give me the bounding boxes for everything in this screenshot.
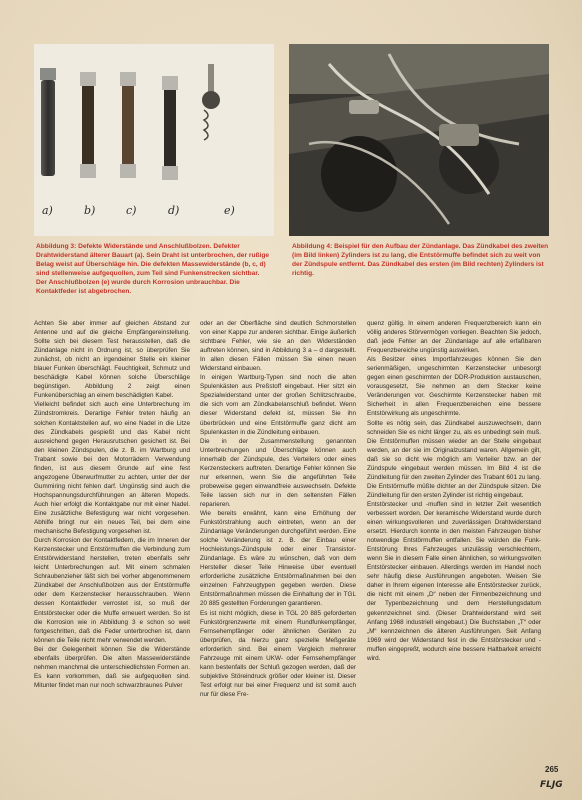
figure3-caption: Abbildung 3: Defekte Widerstände und Anschlußbolzen. Defekter Drahtwiderstand älterer Bauart (a). Sein Draht ist unterbrochen, der rußige Belag weist auf Überschläge hin. Die defekten Massewiderstände (b, c, d) sind stellenweise aufgequollen, zum Teil sind Funkenstrecken sichtbar. Der Anschlußbolzen (e) wurde durch Korrosion unbrauchbar. Die Kontaktfeder ist abgebrochen. [36,243,270,296]
paragraph: Es ist nicht möglich, diese in TGL 20 885 geforderten Funkstörgrenzwerte mit einem Rundfunkempfänger, Fernsehempfänger oder ähnlichen Geräten zu überprüfen, da hierzu ganz spezielle Meßgeräte erforderlich sind. Bei einem Vergleich mehrerer Fahrzeuge mit einem UKW- oder Fernsehempfänger kann bestenfalls der Schluß gezogen werden, daß der subjektive Störeindruck größer oder kleiner ist. Dieser Test erfolgt nur bei einer Frequenz und ist somit auch nur für diese Fre- [200,609,356,698]
text-column-1 [34,319,190,690]
paragraph: Als Besitzer eines Importfahrzeuges können Sie den serienmäßigen, ungeschirmten Kerzenstecker unbesorgt gegen einen geschirmten der DDR-Produktion austauschen, vorausgesetzt, Sie nehmen an dem Stecker keine Veränderungen vor. Geschirmte Kerzenstecker haben mit Sicherheit in allen Frequenzbereichen eine bessere Entstörwirkung als ungeschirmte. [367,356,541,418]
label-b: b) [84,204,96,217]
watermark: FLJG [540,780,563,790]
ignition-illustration [289,44,549,236]
paragraph: Sollte es nötig sein, das Zündkabel auszuwechseln, dann schneiden Sie es nicht länger zu, als es unbedingt sein muß. Die Entstörmuffen müssen wieder an der Stelle eingebaut werden, an der sie im Originalzustand waren. Allgemein gilt, daß sie so dicht wie möglich am Verteiler bzw. an der Zündspule eingebaut werden müssen. Im Bild 4 ist die Zündleitung für den zweiten Zylinder des Trabant 601 zu lang. Die Entstörmuffe müßte dichter an der Zündspule sitzen. Die Zündleitung für den ersten Zylinder ist richtig eingebaut. [367,419,541,499]
paragraph: Durch Korrosion der Kontaktfedern, die im Inneren der Kerzenstecker und Entstörmuffen die Verbindung zum Entstörwiderstand herstellen, treten ebenfalls sehr leicht Unterbrechungen auf. Mit einem schmalen Schraubenzieher läßt sich bei vorher abgenommenem Zündkabel der Anschlußbolzen aus der Entstörmuffe oder dem Kerzenstecker herausschrauben. Wenn dessen Kontaktfeder verrostet ist, so muß der Entstörstecker oder die Muffe erneuert werden. So ist die Korrosion wie in Abbildung 3 e schon so weit fortgeschritten, daß die Feder unterbrochen ist, dann können die Teile nicht mehr verwendet werden. [34,537,190,644]
resistor-b [80,72,96,178]
label-c: c) [126,204,137,217]
resistor-c [120,72,136,178]
figure3-photo [34,44,274,236]
paragraph: oder an der Oberfläche sind deutlich Schmorstellen von einer Kappe zur anderen sichtbar. Einige äußerlich sichtbare Fehler, wie sie an den Widerständen auftreten können, sind in Abbildung 3 a – d dargestellt. In allen diesen Fällen müssen Sie einen neuen Widerstand einbauen. [200,320,356,373]
resistor-a [40,68,56,176]
figure4-caption: Abbildung 4: Beispiel für den Aufbau der Zündanlage. Das Zündkabel des zweiten (im Bild linken) Zylinders ist zu lang, die Entstörmuffe befindet sich zu weit von der Zündspule entfernt. Das Zündkabel des ersten (im Bild rechten) Zylinders ist richtig. [292,243,549,278]
paragraph: Vielleicht befindet sich auch eine Unterbrechung im Zündstromkreis. Derartige Fehler treten häufig an solchen Kontaktstellen auf, wo eine Nadel in die Litze des Zündkabels gespießt und das Kabel nicht ausreichend gegen Herausrutschen gesichert ist. Bei den kleinen Zündspulen, die z. B. im Wartburg und Trabant sowie bei den Motorrädern Verwendung finden, ist aus diesem Grunde auf eine fest angezogene Überwurfmutter zu achten, unter der der Gummiring nicht fehlen darf. Ungünstig sind auch die Hochspannungsdurchführungen an älteren Mopeds. Auch hier erfolgt die Kontaktgabe nur mit einer Nadel. Eine zusätzliche Befestigung war nicht vorgesehen. Abhilfe bringt nur ein neues Teil, bei dem eine mechanische Befestigung vorgesehen ist. [34,401,190,536]
paragraph: Entstörstecker und -muffen sind in letzter Zeit wesentlich verbessert worden. Der keramische Widerstand wurde durch einen wirkungsvolleren und zuverlässigen Drahtwiderstand ersetzt. Hierdurch konnte in den meisten Fahrzeugen bisher notwendige Entstörmuffen entfallen. Sie würden die Funk-Entstörung Ihres Fahrzeuges unzulässig verschlechtern, wenn Sie in diesem Falle einen ähnlichen, so wirkungsvollen Entstörstecker einbauen. Allerdings werden im Handel noch sehr häufig diese Ausführungen angeboten. Weisen Sie daher in Ihrem eigenen Interesse alle Entstörstecker zurück, die nicht mit einem „D“ neben der Firmenbezeichnung und der Typenbezeichnung und dem Herstellungsdatum gekennzeichnet sind. (Dieser Drahtwiderstand wird seit Anfang 1968 industriell eingebaut.) Die Buchstaben „T“ oder „M“ kennzeichnen die älteren Ausführungen. Seit Anfang 1969 wird der Widerstand fest in die Entstörstecker und -muffen eingepreßt, wodurch eine bessere Haltbarkeit erreicht wird. [367,500,541,662]
paragraph: In einigen Wartburg-Typen sind noch die alten Spulenkästen aus Preßstoff eingebaut. Hier sitzt ein Spezialwiderstand unter der großen Schlitzschraube, die sich vorn am Zündkabelanschluß befindet. Wenn dieser Widerstand defekt ist, müssen Sie ihn überbrücken und eine Entstörmuffe ganz dicht am Spulenkasten in die Zündleitung einbauen. [200,374,356,436]
label-e: e) [224,204,235,217]
figure4-photo [289,44,549,236]
paragraph: Die in der Zusammenstellung genannten Unterbrechungen und Überschläge können auch innerhalb der Zündspule, des Verteilers oder eines Kerzensteckers auftreten. Derartige Fehler können Sie nur erkennen, wenn Sie die angeführten Teile probeweise gegen einwandfreie auswechseln. Defekte Teile lassen sich nur in den seltensten Fällen reparieren. [200,437,356,508]
page-number: 265 [545,765,559,774]
label-d: d) [168,204,180,217]
label-a: a) [42,204,53,217]
resistor-d [162,76,178,180]
text-column-2 [200,319,356,699]
resistors-illustration [34,44,274,236]
paragraph: Bei der Gelegenheit können Sie die Widerstände ebenfalls überprüfen. Die alten Massewiderstände nehmen manchmal die unterschiedlichsten Formen an. Es kann vorkommen, daß sie aufgequollen sind. Mitunter findet man nur noch schwarzbraunes Pulver [34,645,190,689]
text-column-3 [367,319,541,663]
paragraph: Achten Sie aber immer auf gleichen Abstand zur Antenne und auf die gleiche Empfängereinstellung. Sollte sich bei diesem Test herausstellen, daß die Zündanlage nicht in Ordnung ist, so überprüfen Sie zunächst, ob nicht an irgendeiner Stelle ein kleiner blauer Funken überschlägt. Feuchtigkeit, Schmutz und beschädigte Kabel können solche Überschläge begünstigen. Abbildung 2 zeigt einen Funkenüberschlag an einem beschädigten Kabel. [34,320,190,400]
paragraph: Wie bereits erwähnt, kann eine Erhöhung der Funkstörstrahlung auch eintreten, wenn an der Zündanlage Veränderungen durchgeführt werden. Eine solche Veränderung ist z. B. der Einbau einer Hochleistungs-Zündspule oder einer Transistor-Zündanlage. Es wäre zu wünschen, daß von dem Hersteller dieser Teile Hinweise über eventuell erforderliche zusätzliche Entstörmaßnahmen bei den einzelnen Fahrzeugtypen gegeben werden. Diese Entstörmaßnahmen müssen die Einhaltung der in TGL 20 885 gestellten Forderungen garantieren. [200,509,356,608]
paragraph: quenz gültig. In einem anderen Frequenzbereich kann ein völlig anderes Störvermögen vorliegen. Beachten Sie jedoch, daß jede Fehler an der Zündanlage auf alle erfaßbaren Frequenzbereiche ungünstig auswirken. [367,320,541,355]
